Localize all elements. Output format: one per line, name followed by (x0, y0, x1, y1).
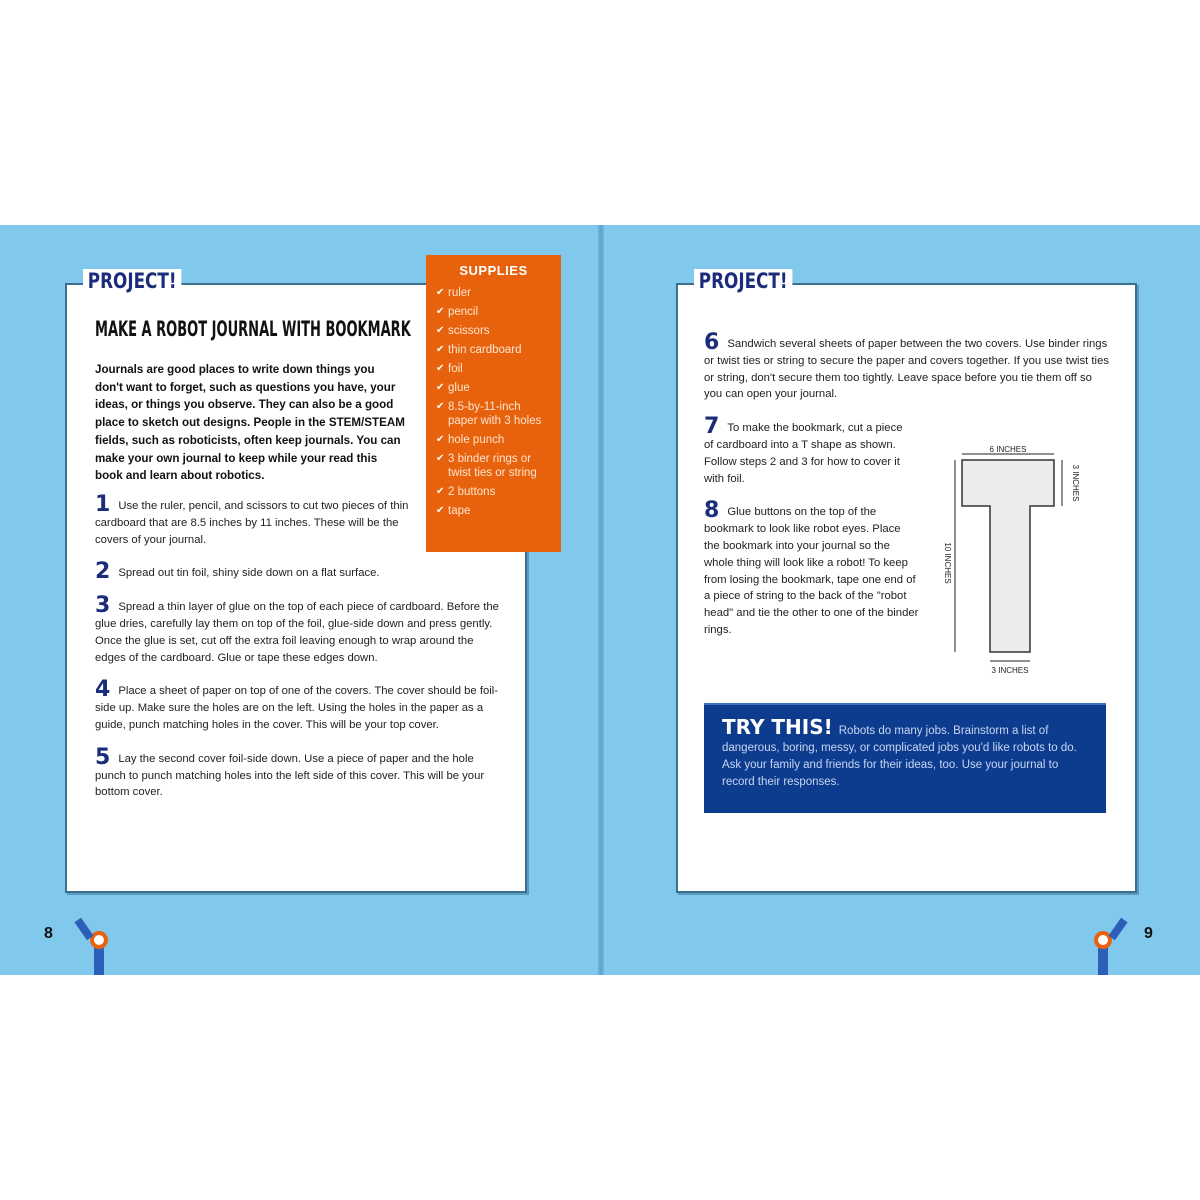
step-1: 1 Use the ruler, pencil, and scissors to cut two pieces of thin cardboard that are 8.5 inches by 11 inches. These will be the covers of your journal. (95, 492, 409, 546)
book-gutter (598, 225, 604, 975)
project-tag: PROJECT! (694, 269, 792, 293)
supply-item: ✔ hole punch (436, 434, 505, 446)
step-6: 6 Sandwich several sheets of paper between the two covers. Use binder rings or twist ties or string to secure the paper and covers together. If you use twist ties or string, don't secure them too tightly. Leave space before you tie them off so you can open your journal. (704, 330, 1109, 401)
supplies-list (436, 286, 551, 518)
supply-item: ✔ glue (436, 382, 470, 394)
supply-item: ✔ ruler (436, 287, 472, 299)
supply-item: ✔ foil (436, 363, 463, 375)
check-icon: ✔ (436, 401, 445, 412)
robot-arm-icon-left (72, 910, 112, 975)
check-icon: ✔ (436, 325, 445, 336)
supply-item: ✔ thin cardboard (436, 344, 522, 356)
check-icon: ✔ (436, 363, 445, 374)
step-7: 7 To make the bookmark, cut a piece of cardboard into a T shape as shown. Follow steps 2 and 3 for how to cover it with foil. (704, 414, 903, 485)
supply-item: ✔ 8.5-by-11-inch paper with 3 holes (436, 401, 542, 427)
supply-item: ✔ pencil (436, 306, 479, 318)
dim-stem-width: 3 INCHES (991, 666, 1029, 675)
check-icon: ✔ (436, 486, 445, 497)
project-title: MAKE A ROBOT JOURNAL WITH BOOKMARK (95, 317, 411, 341)
supplies-box (426, 255, 561, 552)
check-icon: ✔ (436, 453, 445, 464)
supplies-title: SUPPLIES (459, 263, 528, 278)
t-shape (962, 460, 1054, 652)
try-this-text: Robots do many jobs. Brainstorm a list of dangerous, boring, messy, or complicated jobs you'd like robots to do. Ask your family and friends for their ideas, too. Use your journal to record their responses. (722, 725, 1077, 788)
check-icon: ✔ (436, 306, 445, 317)
dim-top-height: 3 INCHES (1071, 464, 1080, 502)
check-icon: ✔ (436, 344, 445, 355)
page-number-left: 8 (44, 925, 53, 942)
check-icon: ✔ (436, 287, 445, 298)
supply-item: ✔ 2 buttons (436, 486, 496, 498)
robot-arm-icon-right (1090, 910, 1130, 975)
supply-item: ✔ scissors (436, 325, 490, 337)
try-this-box (704, 703, 1106, 813)
supply-item: ✔ tape (436, 505, 471, 517)
t-bookmark-diagram (935, 445, 1095, 680)
dim-total-height: 10 INCHES (943, 542, 952, 584)
check-icon: ✔ (436, 434, 445, 445)
dim-top-width: 6 INCHES (989, 445, 1027, 454)
project-tag: PROJECT! (83, 269, 181, 293)
check-icon: ✔ (436, 382, 445, 393)
step-3: 3 Spread a thin layer of glue on the top of each piece of cardboard. Before the glue dries, carefully lay them on top of the foil, glue-side down and press gently. Once the glue is set, cut off the extra foil leaving enough to wrap around the edges of the cardboard. Glue or tape these edges down. (95, 593, 499, 664)
try-this-label: TRY THIS! (722, 715, 833, 739)
intro-paragraph: Journals are good places to write down things you don't want to forget, such as questions you have, your ideas, or things you observe. They can also be a good place to sketch out designs. People in the STEM/STEAM fields, such as roboticists, often keep journals. You can make your own journal to keep while your read this book and learn about robotics. (95, 363, 405, 483)
supply-item: ✔ 3 binder rings or twist ties or string (436, 453, 537, 479)
page-number-right: 9 (1144, 925, 1153, 942)
step-8: 8 Glue buttons on the top of the bookmark to look like robot eyes. Place the bookmark into your journal so the whole thing will look like a robot! To keep from losing the bookmark, tape one end of a piece of string to the back of the "robot head" and tie the other to one of the binder rings. (704, 498, 919, 636)
step-2: 2 Spread out tin foil, shiny side down on a flat surface. (95, 559, 380, 585)
step-5: 5 Lay the second cover foil-side down. Use a piece of paper and the hole punch to punch matching holes into the left side of this cover. This will be your bottom cover. (95, 744, 485, 799)
step-4: 4 Place a sheet of paper on top of one of the covers. The cover should be foil-side up. Make sure the holes are on the left. Using the holes in the paper as a guide, punch matching holes in the cover. This will be your top cover. (95, 677, 499, 731)
check-icon: ✔ (436, 505, 445, 516)
